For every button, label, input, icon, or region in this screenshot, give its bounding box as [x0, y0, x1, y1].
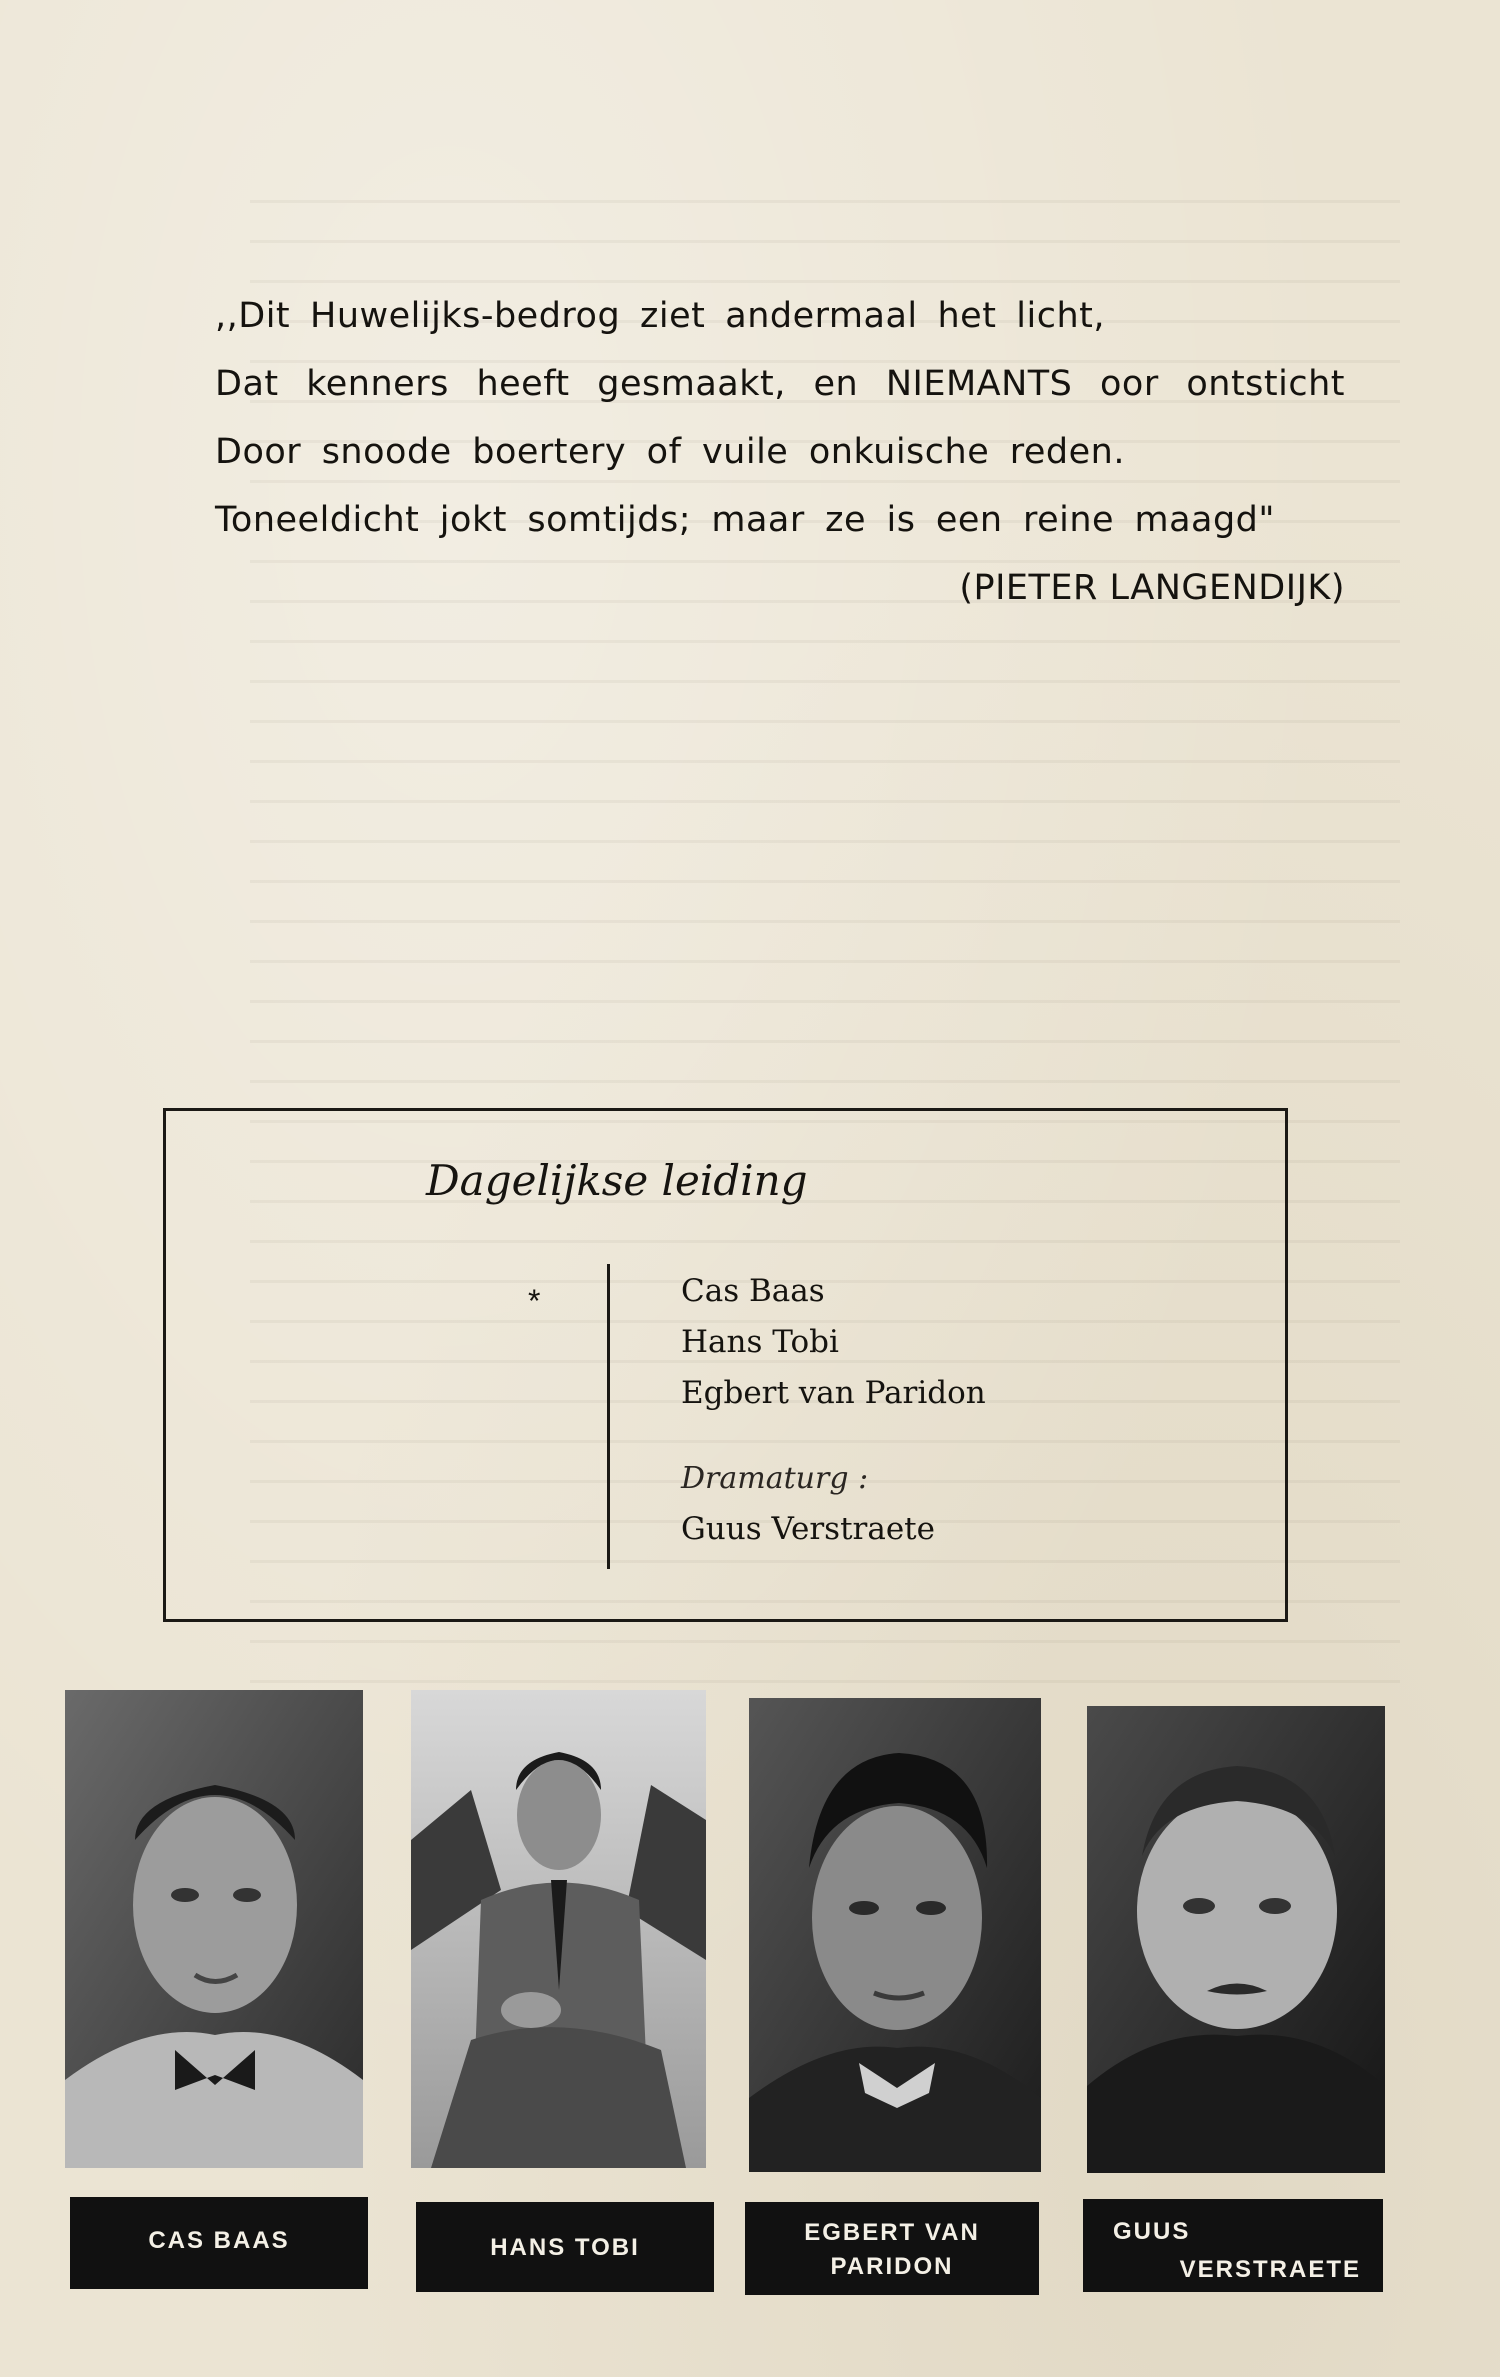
caption-text: EGBERT VAN	[804, 2219, 980, 2246]
portrait-photo-icon	[65, 1690, 363, 2168]
caption-guus-verstraete	[1083, 2199, 1383, 2292]
star-icon: *	[528, 1283, 541, 1319]
caption-text: PARIDON	[830, 2253, 954, 2280]
poem-line: ,,Dit Huwelijks-bedrog ziet andermaal het licht,	[215, 296, 1105, 336]
caption-egbert-van-paridon	[745, 2202, 1039, 2295]
portrait-photo-icon	[411, 1690, 706, 2168]
manager-name: Cas Baas	[681, 1273, 825, 1309]
poem-attribution: (PIETER LANGENDIJK)	[959, 568, 1345, 608]
portrait-photo-icon	[1087, 1706, 1385, 2173]
poem-line: Dat kenners heeft gesmaakt, en NIEMANTS oor ontsticht	[215, 364, 1345, 404]
caption-text: VERSTRAETE	[1179, 2256, 1361, 2283]
caption-text: HANS TOBI	[490, 2234, 640, 2261]
portrait-photo-icon	[749, 1698, 1041, 2172]
divider-line	[607, 1264, 610, 1569]
management-box	[163, 1108, 1288, 1622]
manager-name: Hans Tobi	[681, 1324, 839, 1360]
dramaturg-name: Guus Verstraete	[681, 1511, 935, 1547]
caption-text: CAS BAAS	[148, 2227, 290, 2254]
dramaturg-label: Dramaturg :	[681, 1461, 869, 1496]
poem-line: Door snoode boertery of vuile onkuische reden.	[215, 432, 1125, 472]
management-names	[681, 1266, 986, 1419]
caption-cas-baas	[70, 2197, 368, 2289]
poem-line: Toneeldicht jokt somtijds; maar ze is een reine maagd"	[215, 500, 1275, 540]
poem-quote	[215, 282, 1345, 622]
manager-name: Egbert van Paridon	[681, 1375, 986, 1411]
management-title: Dagelijkse leiding	[426, 1156, 808, 1205]
caption-hans-tobi	[416, 2202, 714, 2292]
caption-text: GUUS	[1113, 2218, 1191, 2245]
